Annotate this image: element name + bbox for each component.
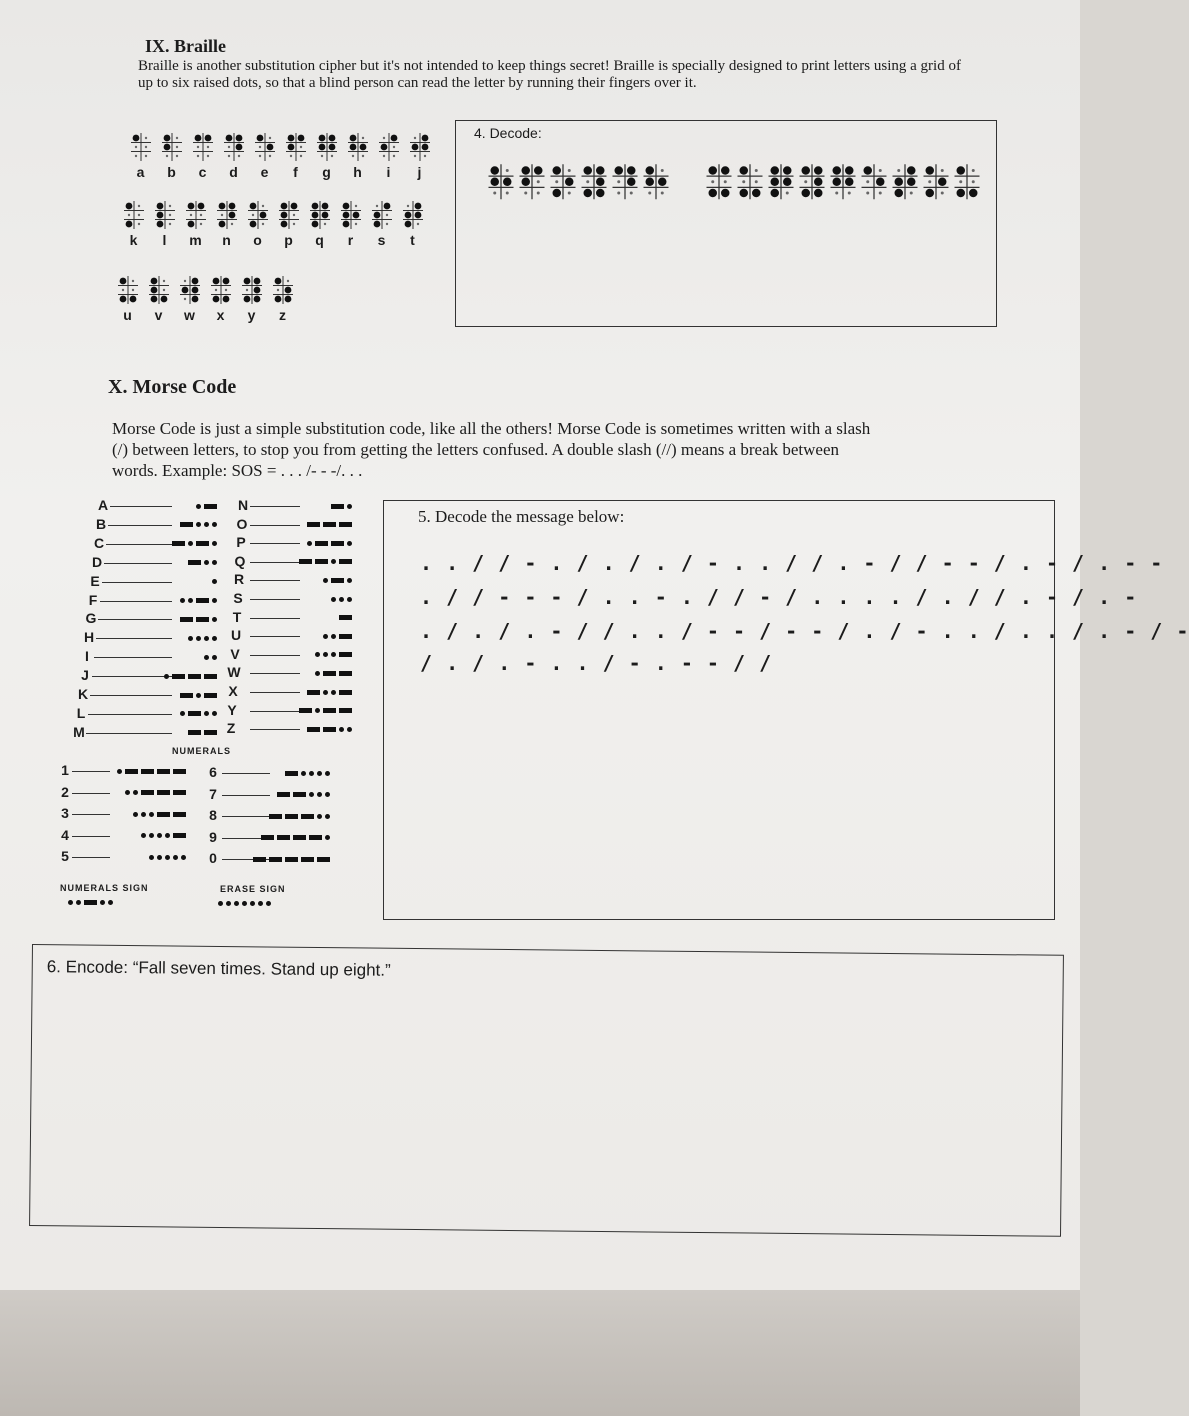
morse-key-letter: R <box>233 571 245 588</box>
morse-key-letter: 7 <box>209 785 217 802</box>
braille-key-cell <box>125 132 156 180</box>
braille-key-letter: p <box>284 232 293 248</box>
morse-key-letter: X <box>228 683 238 699</box>
braille-word-2 <box>704 163 983 206</box>
table-surface <box>0 1290 1080 1416</box>
braille-key-cell <box>187 132 218 180</box>
morse-key-letter: C <box>93 534 105 551</box>
braille-cell-icon <box>122 200 146 230</box>
braille-key-cell <box>180 200 211 248</box>
braille-key-row-1 <box>125 132 435 180</box>
braille-key-cell <box>242 200 273 248</box>
numerals-label: NUMERALS <box>172 746 231 756</box>
morse-dot <box>250 901 255 906</box>
braille-cell-icon <box>129 132 153 162</box>
braille-cipher-cell <box>579 163 610 206</box>
braille-key-cell <box>149 200 180 248</box>
braille-key-cell <box>366 200 397 248</box>
morse-dot <box>76 900 81 905</box>
morse-dot <box>242 901 247 906</box>
braille-key-letter: l <box>162 232 167 248</box>
braille-cell-icon <box>401 200 425 230</box>
braille-key-letter: w <box>184 307 195 323</box>
morse-dot <box>68 900 73 905</box>
morse-key-letter: E <box>90 572 100 589</box>
morse-key-letter: B <box>95 515 107 532</box>
braille-key-letter: s <box>377 232 386 248</box>
task6-title: 6. Encode: “Fall seven times. Stand up eight.” <box>46 957 391 980</box>
braille-key-letter: e <box>260 164 269 180</box>
braille-key-letter: a <box>136 164 145 180</box>
braille-key-cell <box>174 275 205 323</box>
braille-cipher-cell <box>704 163 735 206</box>
morse-code-symbols <box>218 898 271 908</box>
braille-key-letter: v <box>154 307 163 323</box>
morse-key-letter: K <box>77 686 89 702</box>
braille-key-letter: g <box>322 164 331 180</box>
erase-sign-code <box>218 898 271 908</box>
braille-cell-icon <box>153 200 177 230</box>
morse-key-letter: 0 <box>209 850 217 866</box>
braille-cell-icon <box>766 163 796 201</box>
braille-cell-icon <box>147 275 171 305</box>
morse-key-letter: 6 <box>209 764 217 780</box>
braille-cell-icon <box>641 163 671 201</box>
braille-key-letter: x <box>216 307 225 323</box>
morse-message-line-4: / . / . - . . / - . - - / / <box>420 651 773 675</box>
braille-cell-icon <box>370 200 394 230</box>
braille-key-letter: n <box>222 232 231 248</box>
morse-key-letter: O <box>236 515 248 532</box>
morse-key-letter: 5 <box>61 848 69 864</box>
braille-cell-icon <box>184 200 208 230</box>
braille-key-letter: u <box>123 307 132 323</box>
braille-key-row-3 <box>112 275 298 323</box>
morse-code-symbols <box>68 897 113 907</box>
task5-title: 5. Decode the message below: <box>418 507 625 526</box>
morse-key-letter: Z <box>226 720 236 737</box>
braille-key-cell <box>205 275 236 323</box>
morse-dot <box>234 901 239 906</box>
braille-key-cell <box>273 200 304 248</box>
braille-cipher-cell <box>486 163 517 206</box>
braille-cipher-cell <box>735 163 766 206</box>
braille-cell-icon <box>377 132 401 162</box>
braille-cell-icon <box>240 275 264 305</box>
braille-cell-icon <box>346 132 370 162</box>
braille-cell-icon <box>253 132 277 162</box>
braille-cell-icon <box>215 200 239 230</box>
braille-cipher-cell <box>517 163 548 206</box>
braille-cipher-cell <box>766 163 797 206</box>
braille-cipher-cell <box>921 163 952 206</box>
morse-key-letter: 9 <box>209 828 217 845</box>
braille-cell-icon <box>408 132 432 162</box>
braille-key-cell <box>311 132 342 180</box>
braille-key-letter: q <box>315 232 324 248</box>
braille-cipher-cell <box>890 163 921 206</box>
braille-cell-icon <box>890 163 920 201</box>
braille-cell-icon <box>178 275 202 305</box>
braille-cell-icon <box>284 132 308 162</box>
braille-key-letter: k <box>129 232 138 248</box>
morse-key-letter: D <box>91 553 103 570</box>
braille-key-cell <box>267 275 298 323</box>
braille-key-cell <box>118 200 149 248</box>
morse-key-letter: S <box>233 590 243 606</box>
braille-cell-icon <box>579 163 609 201</box>
braille-cell-icon <box>517 163 547 201</box>
morse-dot <box>226 901 231 906</box>
braille-cell-icon <box>610 163 640 201</box>
numerals-sign-code <box>68 897 113 907</box>
morse-key-letter: V <box>230 645 240 662</box>
braille-key-letter: r <box>347 232 354 248</box>
decode-box-5 <box>383 500 1189 920</box>
braille-cell-icon <box>704 163 734 201</box>
braille-cipher-cell <box>548 163 579 206</box>
morse-dot <box>258 901 263 906</box>
braille-cell-icon <box>116 275 140 305</box>
braille-cell-icon <box>828 163 858 201</box>
braille-cipher-cell <box>610 163 641 206</box>
braille-key-cell <box>156 132 187 180</box>
braille-key-cell <box>373 132 404 180</box>
braille-cell-icon <box>315 132 339 162</box>
braille-cipher-cell <box>859 163 890 206</box>
decode-box-4 <box>455 120 997 327</box>
braille-key-cell <box>280 132 311 180</box>
morse-key-letter: 4 <box>61 826 69 843</box>
morse-key-letter: T <box>232 608 242 625</box>
morse-key-letter: Y <box>227 701 237 718</box>
braille-key-cell <box>335 200 366 248</box>
braille-key-letter: c <box>198 164 207 180</box>
morse-intro: Morse Code is just a simple substitution code, like all the others! Morse Code is sometimes written with a slash (/) between letters, to stop you from getting the letters confused. A double slash (//) means a break between words. Example: SOS = . . . /- - -/. . . <box>112 419 871 480</box>
braille-key-letter: o <box>253 232 262 248</box>
morse-dot <box>100 900 105 905</box>
morse-key-letter: A <box>97 497 109 513</box>
braille-cell-icon <box>277 200 301 230</box>
braille-key-cell <box>236 275 267 323</box>
braille-key-letter: j <box>417 164 422 180</box>
braille-key-row-2 <box>118 200 428 248</box>
braille-key-cell <box>143 275 174 323</box>
braille-key-letter: z <box>279 307 286 323</box>
braille-key-letter: b <box>167 164 176 180</box>
braille-cell-icon <box>271 275 295 305</box>
numerals-sign-label: NUMERALS SIGN <box>60 883 149 893</box>
braille-key-letter: f <box>293 164 298 180</box>
braille-key-letter: h <box>353 164 362 180</box>
braille-cell-icon <box>735 163 765 201</box>
encode-box-6 <box>29 944 1064 1237</box>
braille-cell-icon <box>308 200 332 230</box>
morse-key-letter: G <box>85 610 97 627</box>
braille-key-letter: i <box>386 164 391 180</box>
morse-key-letter: I <box>85 648 89 665</box>
braille-key-letter: d <box>229 164 238 180</box>
braille-key-cell <box>249 132 280 180</box>
braille-cell-icon <box>209 275 233 305</box>
morse-key-letter: J <box>81 667 89 684</box>
morse-key-letter: Q <box>234 552 246 569</box>
braille-cell-icon <box>339 200 363 230</box>
morse-key-letter: U <box>230 627 242 644</box>
braille-key-cell <box>397 200 428 248</box>
morse-dot <box>266 901 271 906</box>
braille-cell-icon <box>859 163 889 201</box>
braille-cell-icon <box>246 200 270 230</box>
braille-cell-icon <box>160 132 184 162</box>
braille-key-letter: m <box>189 232 202 248</box>
braille-cell-icon <box>548 163 578 201</box>
morse-key-letter: W <box>227 664 241 681</box>
braille-cell-icon <box>797 163 827 201</box>
braille-cell-icon <box>486 163 516 201</box>
morse-key-letter: N <box>237 497 249 513</box>
morse-dash <box>84 900 97 905</box>
morse-key-letter: 1 <box>61 762 69 778</box>
morse-key-letter: 3 <box>61 805 69 821</box>
braille-cipher-cell <box>952 163 983 206</box>
decode-box-title: 4. Decode: <box>474 125 542 141</box>
braille-key-letter: t <box>410 232 415 248</box>
braille-key-cell <box>304 200 335 248</box>
morse-key-letter: H <box>83 629 95 646</box>
braille-cell-icon <box>222 132 246 162</box>
braille-key-cell <box>211 200 242 248</box>
morse-message-line-1: . . / / - . / . / . / - . . / / . - / / - - / . - / . - - <box>420 551 1164 575</box>
morse-message-line-3: . / . / . - / / . . / - - / - - / . / - . . / . . / . - / - <box>420 619 1189 643</box>
braille-cipher-cell <box>828 163 859 206</box>
braille-cell-icon <box>191 132 215 162</box>
braille-cell-icon <box>921 163 951 201</box>
morse-key-letter: M <box>73 723 85 740</box>
braille-key-cell <box>218 132 249 180</box>
morse-key-letter: L <box>76 704 86 721</box>
braille-key-cell <box>342 132 373 180</box>
morse-message-line-2: . / / - - - / . . - . / / - / . . . . / . / / . - / . - <box>420 585 1138 609</box>
morse-dot <box>218 901 223 906</box>
braille-cipher-cell <box>641 163 672 206</box>
braille-key-cell <box>112 275 143 323</box>
braille-title: IX. Braille <box>145 36 226 56</box>
braille-cell-icon <box>952 163 982 201</box>
morse-key-letter: 2 <box>61 783 69 800</box>
erase-sign-label: ERASE SIGN <box>220 884 286 894</box>
morse-key-letter: F <box>88 591 98 608</box>
morse-title: X. Morse Code <box>108 376 237 398</box>
morse-key-letter: 8 <box>209 807 217 823</box>
braille-key-cell <box>404 132 435 180</box>
morse-dot <box>108 900 113 905</box>
braille-key-letter: y <box>247 307 256 323</box>
braille-cipher-cell <box>797 163 828 206</box>
morse-key-letter: P <box>236 534 246 551</box>
braille-word-1 <box>486 163 672 206</box>
braille-intro: Braille is another substitution cipher but it's not intended to keep things secret! Braille is specially designed to print letters using a grid of up to six raised dots, so that a blind person can read the letter by running their fingers over it. <box>138 58 961 91</box>
